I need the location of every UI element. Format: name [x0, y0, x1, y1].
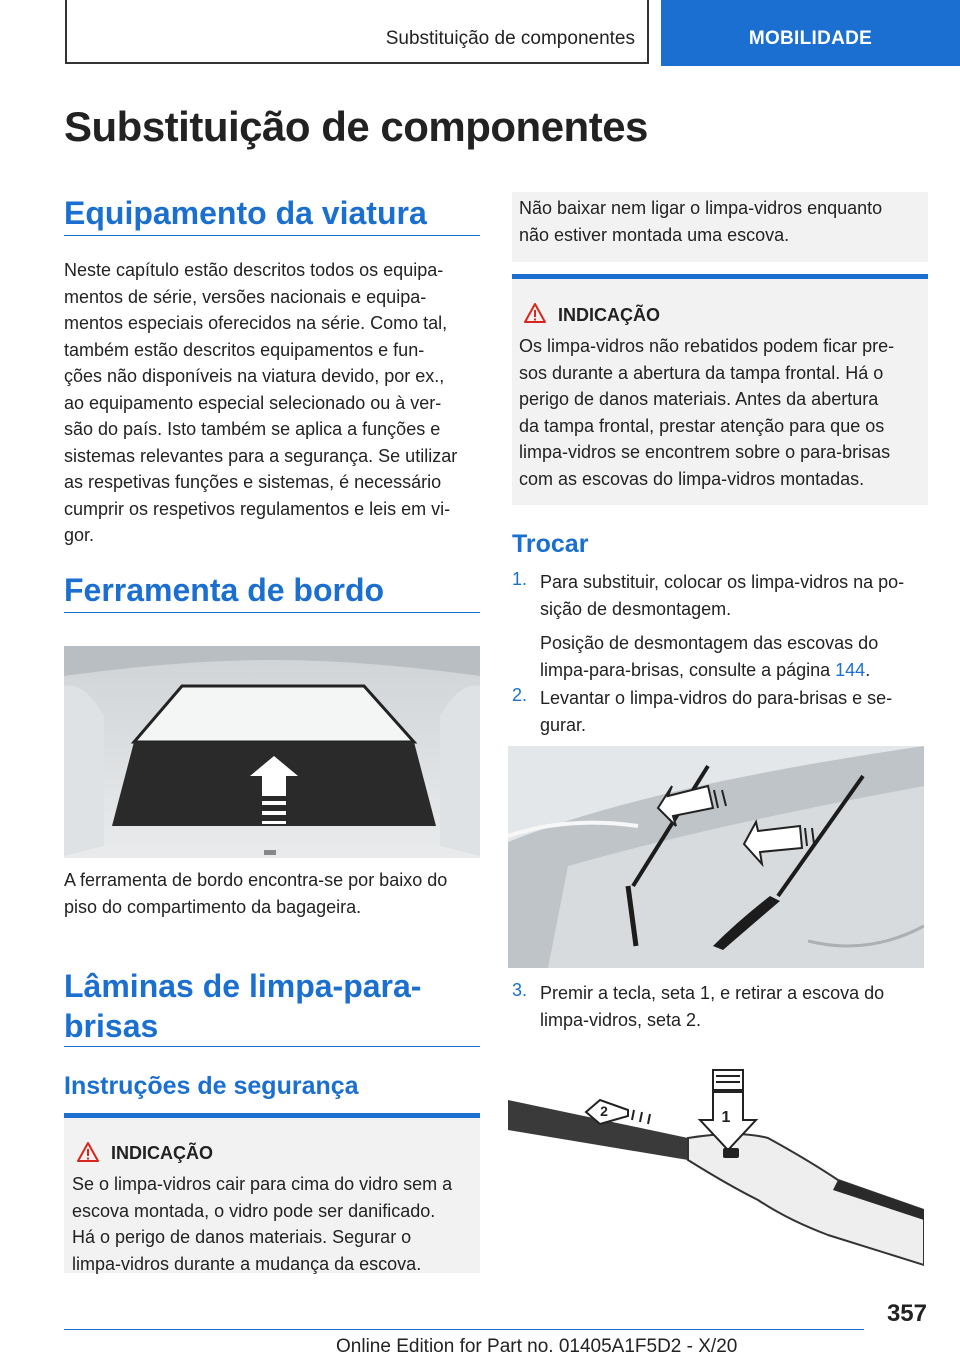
text-line	[540, 657, 932, 684]
text-line: não estiver montada uma escova.	[519, 224, 790, 245]
text-line: perigo de danos materiais. Antes da abertura	[519, 389, 879, 409]
step-number: 3.	[512, 980, 528, 1000]
page-reference-link[interactable]: 144	[835, 659, 866, 680]
note-box	[64, 1113, 480, 1273]
text-line: Não baixar nem ligar o limpa-vidros enquanto	[519, 198, 883, 218]
warning-icon	[76, 1141, 100, 1163]
text-line: limpa-vidros durante a mudança da escova.	[72, 1253, 422, 1274]
subsection-title-replace: Trocar	[512, 530, 589, 558]
footer-rule	[64, 1329, 864, 1330]
section-rule	[64, 612, 480, 613]
text-line: A ferramenta de bordo encontra-se por baixo do	[64, 870, 448, 890]
figure-label-2: 2	[600, 1103, 608, 1119]
text-line: escova montada, o vidro pode ser danificado.	[72, 1200, 436, 1221]
subsection-title-safety: Instruções de segurança	[64, 1072, 359, 1100]
text-line: sição de desmontagem.	[540, 598, 732, 619]
text-line: Neste capítulo estão descritos todos os equipa-	[64, 260, 444, 280]
text-line: limpa-vidros, seta 2.	[540, 1009, 702, 1030]
text-line: Posição de desmontagem das escovas do	[540, 633, 879, 653]
note-heading: INDICAÇÃO	[558, 305, 660, 325]
text-line: Para substituir, colocar os limpa-vidros na po-	[540, 572, 905, 592]
text-line: Os limpa-vidros não rebatidos podem ficar pre-	[519, 336, 895, 356]
text-line: ao equipamento especial selecionado ou à ver-	[64, 392, 442, 413]
step-text	[540, 980, 932, 1033]
text-line: gor.	[64, 525, 95, 545]
text-line: também estão descritos equipamentos e fun-	[64, 339, 425, 360]
steps-list-a	[512, 569, 932, 735]
figure-label-1: 1	[721, 1109, 731, 1126]
title-line: Lâminas de limpa-para-	[64, 968, 422, 1004]
text-line: mentos especiais oferecidos na série. Como tal,	[64, 313, 448, 333]
note-box-continued	[512, 192, 928, 262]
wiper-blade-release-illustration	[508, 1060, 924, 1272]
chapter-tab[interactable]	[661, 0, 960, 66]
onboard-tools-caption	[64, 867, 484, 920]
text-line: as respetivas funções e sistemas, é necessário	[64, 472, 442, 492]
text-line: sos durante a abertura da tampa frontal. Há o	[519, 362, 884, 383]
step-text	[540, 569, 932, 683]
text-line: com as escovas do limpa-vidros montadas.	[519, 468, 865, 489]
note-text	[72, 1171, 482, 1277]
text-span: limpa-para-brisas, consulte a página	[540, 659, 836, 680]
note-bar	[64, 1113, 480, 1118]
warning-icon	[523, 302, 547, 324]
section-rule	[64, 1046, 480, 1047]
step-number: 2.	[512, 685, 528, 705]
text-line: Há o perigo de danos materiais. Segurar o	[72, 1227, 412, 1247]
text-line: limpa-vidros se encontrem sobre o para-brisas	[519, 442, 891, 462]
text-line: gurar.	[540, 714, 587, 735]
step-text	[540, 685, 932, 738]
section-title-onboard-tools: Ferramenta de bordo	[64, 572, 385, 608]
section-title-equipment: Equipamento da viatura	[64, 195, 427, 231]
text-line: Levantar o limpa-vidros do para-brisas e se-	[540, 688, 893, 708]
text-line: piso do compartimento da bagageira.	[64, 896, 362, 917]
note-heading: INDICAÇÃO	[111, 1143, 213, 1163]
text-line: Se o limpa-vidros cair para cima do vidro sem a	[72, 1174, 453, 1194]
step-number: 1.	[512, 569, 528, 589]
text-line: da tampa frontal, prestar atenção para que os	[519, 415, 885, 436]
section-rule	[64, 235, 480, 236]
windshield-wiper-illustration	[508, 746, 924, 968]
section-title-wiper-blades	[64, 966, 480, 1046]
text-line: cumprir os respetivos regulamentos e leis em vi-	[64, 498, 451, 519]
footer-edition: Online Edition for Part no. 01405A1F5D2 - X/20	[336, 1336, 738, 1357]
title-line: brisas	[64, 1008, 159, 1044]
text-line: sistemas relevantes para a segurança. Se utilizar	[64, 445, 458, 466]
trunk-floor-illustration	[64, 646, 480, 858]
note-text	[519, 195, 929, 248]
note-text	[519, 333, 929, 492]
header-section-title: Substituição de componentes	[385, 28, 635, 49]
page-title: Substituição de componentes	[64, 103, 648, 150]
note-box	[512, 274, 928, 505]
text-line: mentos de série, versões nacionais e equipa-	[64, 286, 427, 307]
steps-list-b	[512, 980, 932, 1040]
text-line: Premir a tecla, seta 1, e retirar a escova do	[540, 983, 885, 1003]
page-number: 357	[886, 1300, 927, 1327]
text-line: são do país. Isto também se aplica a funções e	[64, 419, 441, 439]
chapter-tab-label: MOBILIDADE	[748, 28, 873, 49]
text-span: .	[865, 659, 871, 680]
note-bar	[512, 274, 928, 279]
equipment-paragraph	[64, 257, 484, 549]
text-line: ções não disponíveis na viatura devido, por ex.,	[64, 366, 445, 386]
